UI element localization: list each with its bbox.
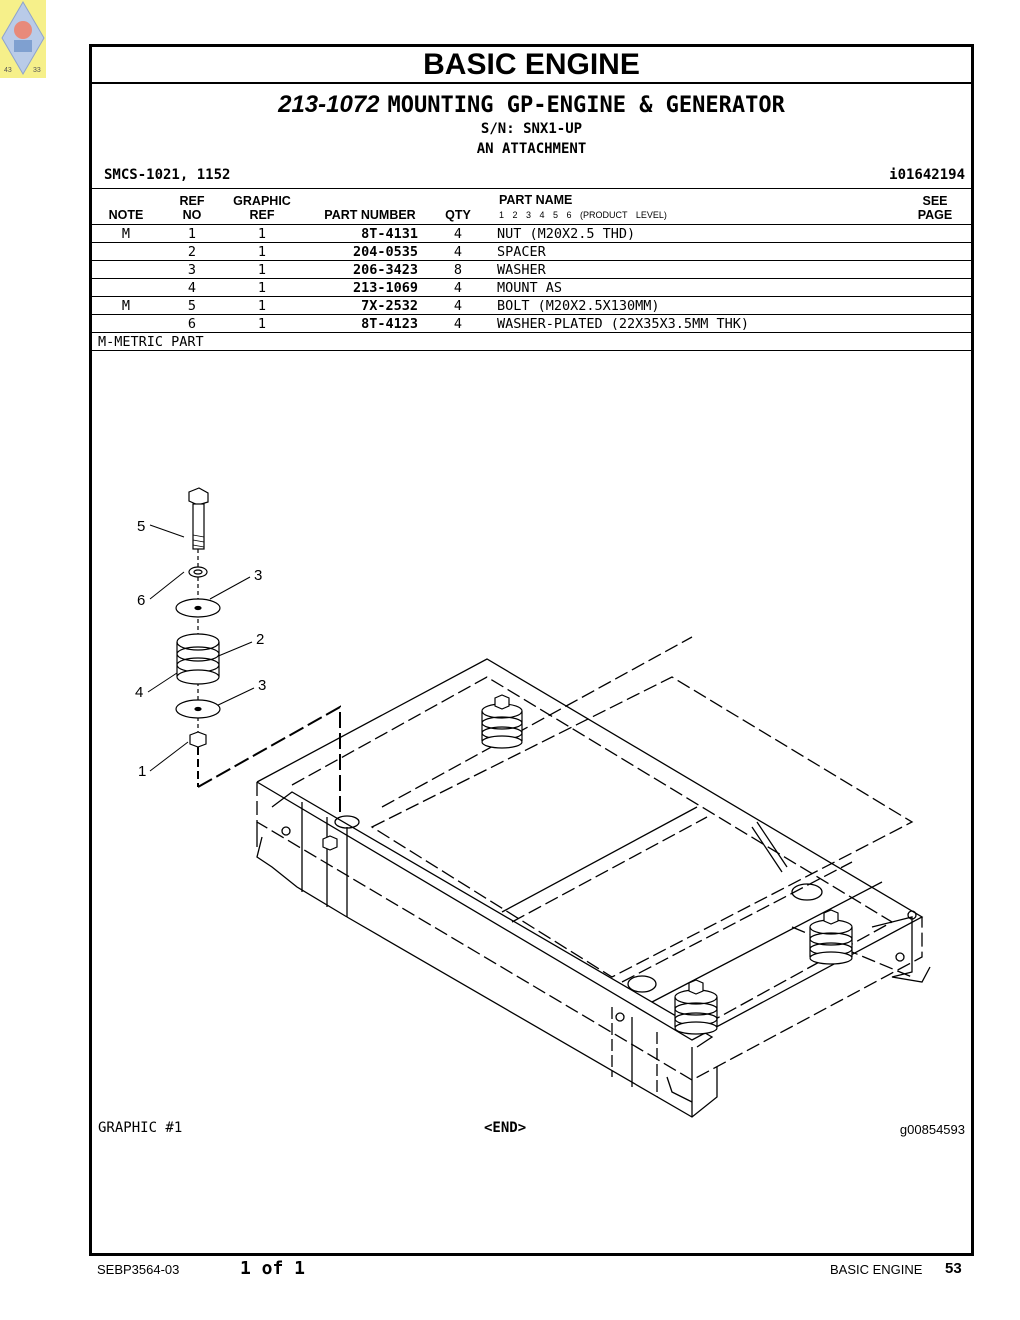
section-title: BASIC ENGINE [92,47,971,84]
col-see-top: SEE [922,194,948,208]
footer-section: BASIC ENGINE [830,1262,923,1277]
row-note: M [121,226,131,242]
row-part-number: 206-3423 [352,262,418,278]
row-ref: 4 [187,280,197,296]
callout-3-lower: 3 [258,677,267,694]
row-part-number: 204-0535 [352,244,418,260]
col-note: NOTE [108,208,144,222]
row-part-name: SPACER [497,244,546,260]
row-part-name: MOUNT AS [497,280,563,296]
callout-3-upper: 3 [254,567,263,584]
row-note: M [121,298,131,314]
row-graphic-ref: 1 [257,244,267,260]
row-qty: 8 [453,262,463,278]
serial-range: S/N: SNX1-UP [480,121,583,137]
row-part-number: 8T-4123 [361,316,418,332]
row-graphic-ref: 1 [257,280,267,296]
svg-text:33: 33 [33,67,41,74]
row-qty: 4 [453,280,463,296]
col-ref-bottom: NO [182,208,202,222]
col-graphic-bottom: REF [249,208,275,222]
callout-6: 6 [137,592,146,609]
parts-page-frame [89,44,974,1256]
group-name: MOUNTING GP-ENGINE & GENERATOR [387,93,785,118]
attachment-label: AN ATTACHMENT [476,141,587,157]
graphic-label: GRAPHIC #1 [98,1120,183,1136]
row-ref: 1 [187,226,197,242]
col-part-number: PART NUMBER [324,208,416,222]
svg-text:43: 43 [4,67,12,74]
col-part-name: PART NAME [499,193,573,207]
end-marker: <END> [484,1120,527,1136]
row-part-name: WASHER [497,262,546,278]
page-number: 53 [945,1260,962,1277]
callout-2: 2 [256,631,265,648]
row-part-name: BOLT (M20X2.5X130MM) [497,298,660,314]
row-graphic-ref: 1 [257,298,267,314]
col-qty: QTY [445,208,471,222]
row-qty: 4 [453,298,463,314]
callout-4: 4 [135,684,144,701]
row-qty: 4 [453,316,463,332]
row-qty: 4 [453,226,463,242]
row-graphic-ref: 1 [257,262,267,278]
row-part-name: NUT (M20X2.5 THD) [497,226,636,242]
row-ref: 3 [187,262,197,278]
row-ref: 5 [187,298,197,314]
row-ref: 2 [187,244,197,260]
publisher-logo [0,0,46,78]
document-number: SEBP3564-03 [97,1262,180,1277]
row-ref: 6 [187,316,197,332]
product-level-scale: 1 2 3 4 5 6 (PRODUCT LEVEL) [499,210,667,220]
col-see-bottom: PAGE [917,208,953,222]
graphic-id: g00854593 [899,1122,965,1137]
col-ref-top: REF [179,194,205,208]
callout-1: 1 [138,763,147,780]
sheet-count: 1 of 1 [240,1258,306,1279]
exploded-view-drawing [92,47,971,1253]
row-graphic-ref: 1 [257,226,267,242]
illustration-id: i01642194 [889,167,965,183]
row-part-number: 213-1069 [352,280,418,296]
row-part-name: WASHER-PLATED (22X35X3.5MM THK) [497,316,749,332]
row-part-number: 7X-2532 [361,298,418,314]
row-qty: 4 [453,244,463,260]
smcs-code: SMCS-1021, 1152 [104,167,231,183]
metric-footnote: M-METRIC PART [98,334,204,350]
col-graphic-top: GRAPHIC [233,194,291,208]
row-part-number: 8T-4131 [361,226,418,242]
row-graphic-ref: 1 [257,316,267,332]
group-number: 213-1072 [278,91,380,118]
callout-5: 5 [137,518,146,535]
